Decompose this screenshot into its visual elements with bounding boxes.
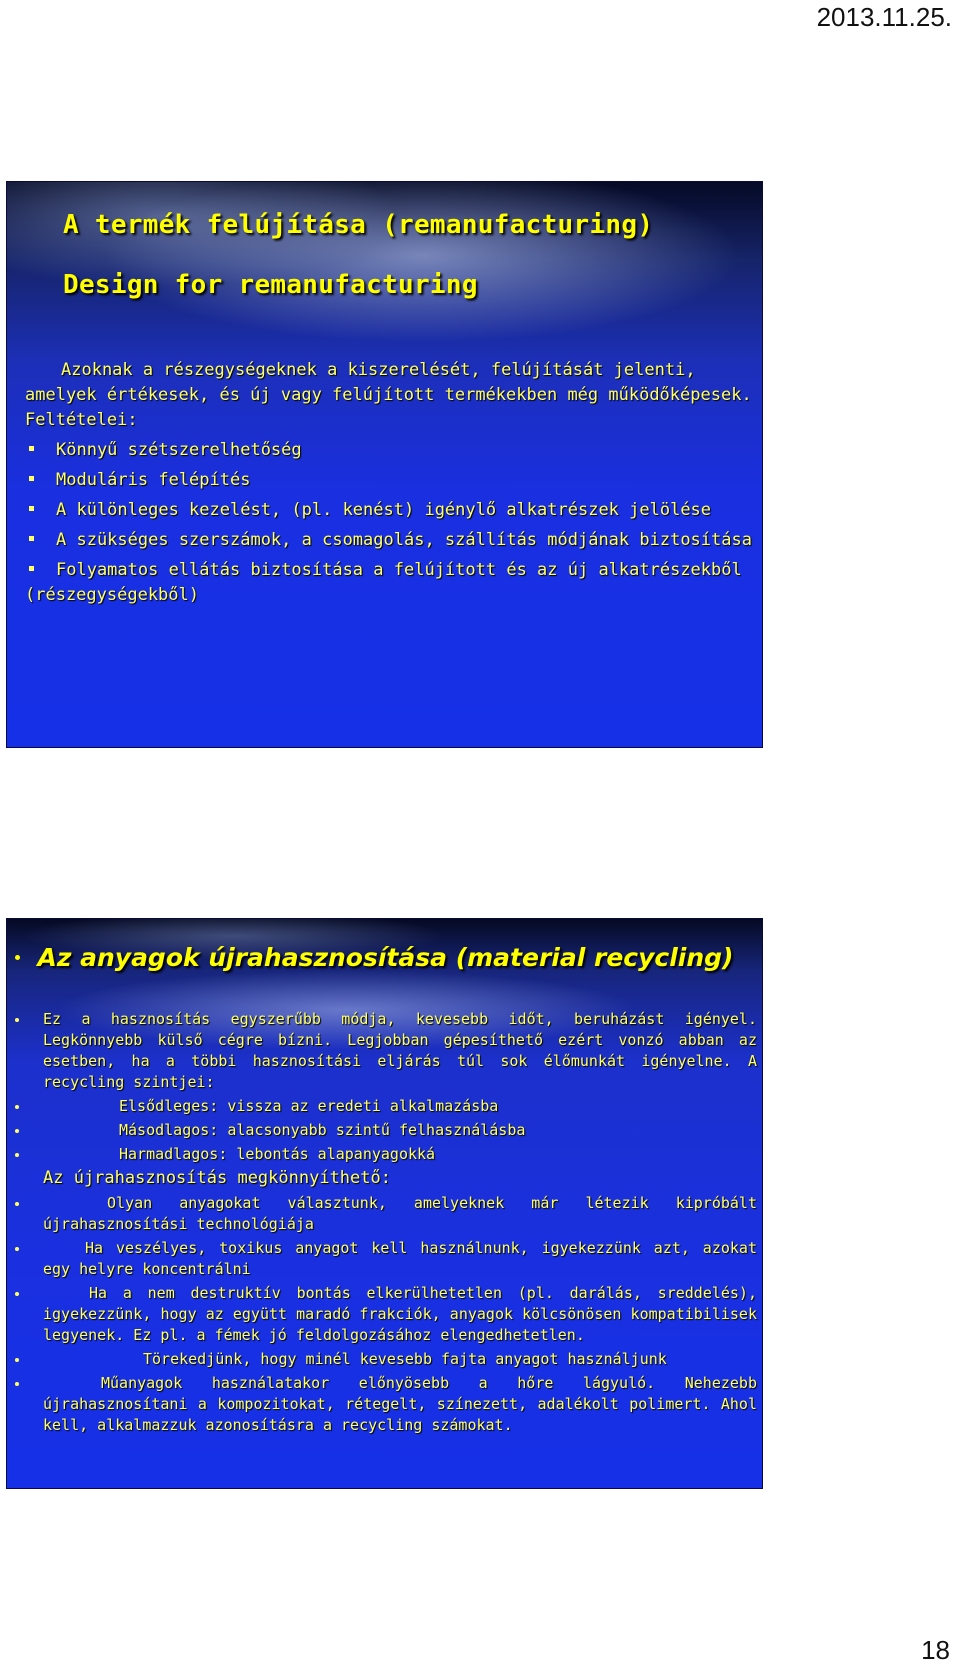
list-item: Olyan anyagokat választunk, amelyeknek már létezik kipróbált újrahasznosítási technológiája [15, 1193, 757, 1235]
list-item-text: Folyamatos ellátás biztosítása a felújított és az új alkatrészekből (részegységekből) [25, 560, 742, 605]
slide-title: A termék felújítása (remanufacturing) [63, 210, 654, 240]
slide-title: Az anyagok újrahasznosítása (material recycling) [37, 943, 734, 972]
list-item-text: A szükséges szerszámok, a csomagolás, szállítás módjának biztosítása [56, 530, 752, 550]
list-item: Ha veszélyes, toxikus anyagot kell használnunk, igyekezzünk azt, azokat egy helyre koncentrálni [15, 1238, 757, 1280]
slide-remanufacturing [6, 181, 763, 748]
list-item: Műanyagok használatakor előnyösebb a hőre lágyuló. Nehezebb újrahasznosítani a kompozitokat, rétegelt, színezett, adalékolt polimert. Ahol kell, alkalmazzuk azonosításra a recycling számokat. [15, 1373, 757, 1436]
intro-paragraph: Azoknak a részegységeknek a kiszerelését, felújítását jelenti, amelyek értékesek, és új vagy felújított termékekben még működőképesek. Feltételei: [25, 360, 752, 430]
list-item: Elsődleges: vissza az eredeti alkalmazásba [15, 1096, 757, 1117]
list-item [25, 498, 755, 523]
slide-subtitle: Design for remanufacturing [63, 270, 478, 300]
list-item [25, 438, 755, 463]
list-item [25, 468, 755, 493]
list-item: Harmadlagos: lebontás alapanyagokká [15, 1144, 757, 1165]
square-bullet-icon [29, 446, 34, 451]
intro-paragraph: Ez a hasznosítás egyszerűbb módja, kevesebb időt, beruházást igényel. Legkönnyebb külső cégre bízni. Legjobban gépesíthető ezért vonzó abban az esetben, ha a többi hasznosítási eljárás túl sok élőmunkát igényelne. A recycling szintjei: [15, 1009, 757, 1093]
subheading: Az újrahasznosítás megkönnyíthető: [43, 1168, 391, 1188]
list-item-text: Könnyű szétszerelhetőség [56, 440, 302, 460]
list-item [25, 528, 755, 553]
list-item [25, 558, 755, 608]
page-date: 2013.11.25. [816, 2, 952, 32]
list-item: Ha a nem destruktív bontás elkerülhetetlen (pl. darálás, sreddelés), igyekezzünk, hogy az együtt maradó frakciók, anyagok kölcsönösen kompatibilisek legyenek. Ez pl. a fémek jó feldolgozásához elengedhetetlen. [15, 1283, 757, 1346]
square-bullet-icon [29, 506, 34, 511]
square-bullet-icon [29, 566, 34, 571]
list-item: Másodlagos: alacsonyabb szintű felhasználásba [15, 1120, 757, 1141]
slide-body [15, 1009, 757, 1439]
list-item-text: Moduláris felépítés [56, 470, 251, 490]
list-item-text: A különleges kezelést, (pl. kenést) igénylő alkatrészek jelölése [56, 500, 712, 520]
page-number: 18 [921, 1635, 950, 1665]
slide-material-recycling [6, 918, 763, 1489]
square-bullet-icon [29, 536, 34, 541]
list-item: Törekedjünk, hogy minél kevesebb fajta anyagot használjunk [15, 1349, 757, 1370]
slide-body [25, 358, 755, 613]
square-bullet-icon [29, 476, 34, 481]
